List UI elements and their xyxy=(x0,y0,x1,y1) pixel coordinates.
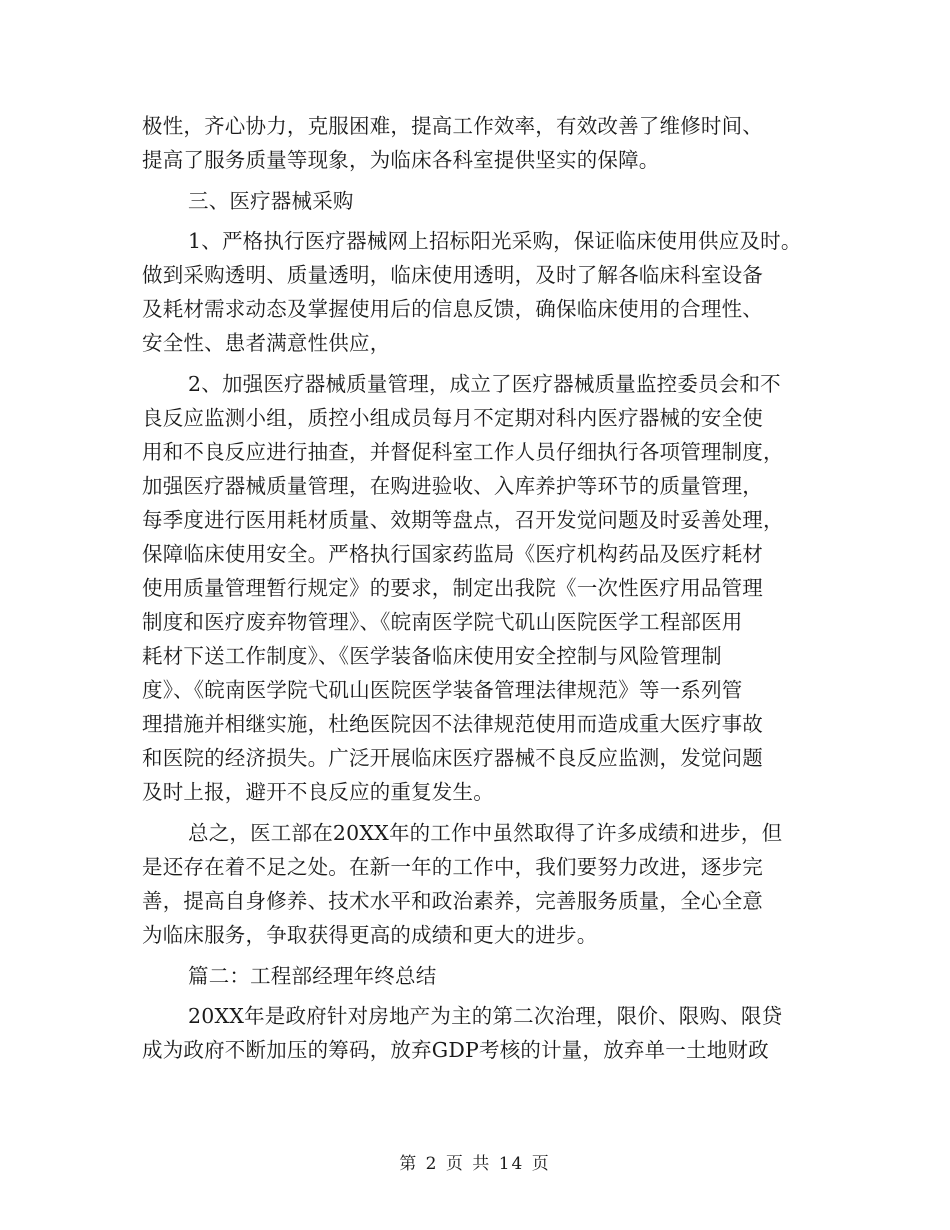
text-line: 安全性、患者满意性供应， xyxy=(142,331,391,355)
text-line: 每季度进行医用耗材质量、效期等盘点，召开发觉问题及时妥善处理， xyxy=(142,508,784,532)
text-line: 及时上报，避开不良反应的重复发生。 xyxy=(142,780,494,804)
text-line: 成为政府不断加压的筹码，放弃GDP考核的计量，放弃单一土地财政 xyxy=(142,1038,769,1062)
text-line: 是还存在着不足之处。在新一年的工作中，我们要努力改进，逐步完 xyxy=(142,855,763,879)
text-line: 度》、《皖南医学院弋矶山医院医学装备管理法律规范》等一系列管 xyxy=(142,678,743,702)
text-line: 做到采购透明、质量透明，临床使用透明，及时了解各临床科室设备 xyxy=(142,263,763,287)
text-line: 极性，齐心协力，克服困难，提高工作效率，有效改善了维修时间、 xyxy=(142,114,763,138)
text-line: 理措施并相继实施，杜绝医院因不法律规范使用而造成重大医疗事故 xyxy=(142,712,763,736)
text-line: 使用质量管理暂行规定》的要求，制定出我院《一次性医疗用品管理 xyxy=(142,576,763,600)
section-heading: 三、医疗器械采购 xyxy=(188,189,354,213)
text-line: 用和不良反应进行抽查，并督促科室工作人员仔细执行各项管理制度， xyxy=(142,440,784,464)
text-line: 良反应监测小组，质控小组成员每月不定期对科内医疗器械的安全使 xyxy=(142,406,763,430)
text-line: 及耗材需求动态及掌握使用后的信息反馈，确保临床使用的合理性、 xyxy=(142,297,763,321)
text-line: 加强医疗器械质量管理，在购进验收、入库养护等环节的质量管理， xyxy=(142,474,763,498)
text-line: 耗材下送工作制度》、《医学装备临床使用安全控制与风险管理制 xyxy=(142,644,722,668)
text-line: 善，提高自身修养、技术水平和政治素养，完善服务质量，全心全意 xyxy=(142,889,763,913)
text-line: 1、严格执行医疗器械网上招标阳光采购，保证临床使用供应及时。 xyxy=(188,229,802,253)
text-line: 2、加强医疗器械质量管理，成立了医疗器械质量监控委员会和不 xyxy=(188,372,781,396)
text-line: 为临床服务，争取获得更高的成绩和更大的进步。 xyxy=(142,923,598,947)
text-line: 提高了服务质量等现象，为临床各科室提供坚实的保障。 xyxy=(142,148,660,172)
text-line: 制度和医疗废弃物管理》、《皖南医学院弋矶山医院医学工程部医用 xyxy=(142,610,743,634)
text-line: 20XX年是政府针对房地产为主的第二次治理，限价、限购、限贷 xyxy=(188,1004,783,1028)
text-line: 总之，医工部在20XX年的工作中虽然取得了许多成绩和进步，但 xyxy=(188,821,783,845)
text-line: 和医院的经济损失。广泛开展临床医疗器械不良反应监测，发觉问题 xyxy=(142,746,763,770)
page-number-footer: 第 2 页 共 14 页 xyxy=(399,1154,551,1174)
text-line: 保障临床使用安全。严格执行国家药监局《医疗机构药品及医疗耗材 xyxy=(142,542,763,566)
section-heading: 篇二：工程部经理年终总结 xyxy=(188,964,437,988)
